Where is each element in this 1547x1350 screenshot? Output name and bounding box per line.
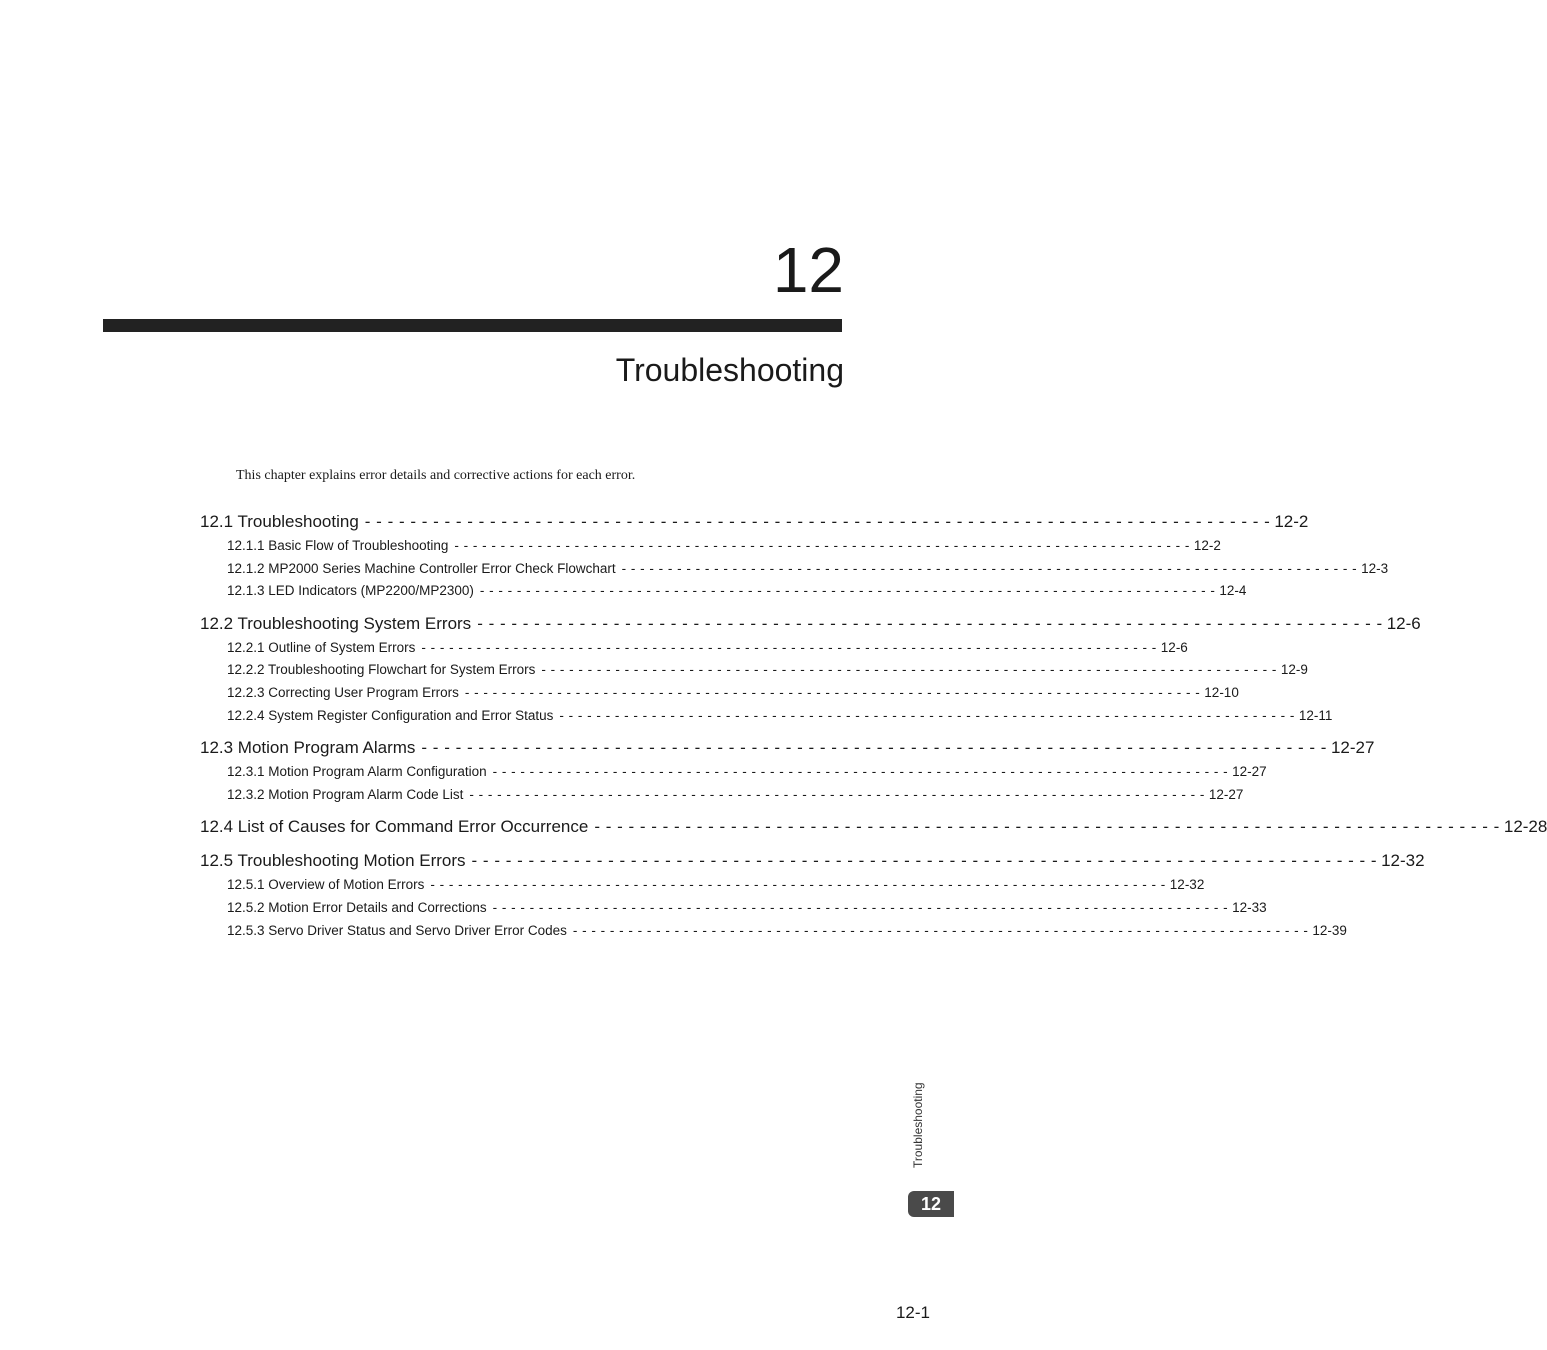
toc-subsection-entry[interactable] bbox=[200, 662, 1308, 685]
toc-entry-label: 12.5.3 Servo Driver Status and Servo Driver Error Codes bbox=[227, 922, 567, 938]
toc-section-entry[interactable] bbox=[200, 851, 1425, 877]
toc-subsection-entry[interactable] bbox=[200, 877, 1205, 900]
toc-entry-page: 12-27 bbox=[1208, 786, 1244, 802]
toc-subsection-entry[interactable] bbox=[200, 538, 1221, 561]
toc-dot-leader: - - - - - - - - - - - - - - - - - - - - - - - - - - - - - - - - - - - - - - - - - - - - - - - - - - - - - - - - - - - - - - - - - - - - - - - - - - - - - - - - bbox=[464, 684, 1201, 700]
toc-entry-label: 12.1.3 LED Indicators (MP2200/MP2300) bbox=[227, 583, 474, 599]
toc-entry-page: 12-11 bbox=[1298, 707, 1333, 723]
toc-dot-leader: - - - - - - - - - - - - - - - - - - - - - - - - - - - - - - - - - - - - - - - - - - - - - - - - - - - - - - - - - - - - - - - - - - - - - - - - - - - - - - - - bbox=[492, 899, 1229, 915]
chapter-number: 12 bbox=[772, 234, 844, 306]
toc-dot-leader: - - - - - - - - - - - - - - - - - - - - - - - - - - - - - - - - - - - - - - - - - - - - - - - - - - - - - - - - - - - - - - - - - - - - - - - - - - - - - - - - bbox=[541, 662, 1277, 678]
toc-subsection-entry[interactable] bbox=[200, 786, 1244, 810]
toc-entry-label: 12.3 Motion Program Alarms bbox=[200, 738, 416, 758]
toc-entry-label: 12.4 List of Causes for Command Error Occurrence bbox=[200, 817, 589, 837]
toc-section bbox=[200, 738, 1375, 809]
chapter-intro: This chapter explains error details and corrective actions for each error. bbox=[236, 468, 636, 483]
toc-dot-leader: - - - - - - - - - - - - - - - - - - - - - - - - - - - - - - - - - - - - - - - - - - - - - - - - - - - - - - - - - - - - - - - - - - - - - - - - - - - - - - - - bbox=[454, 538, 1190, 553]
toc-dot-leader: - - - - - - - - - - - - - - - - - - - - - - - - - - - - - - - - - - - - - - - - - - - - - - - - - - - - - - - - - - - - - - - - - - - - - - - - - - - - - - - - bbox=[559, 707, 1295, 723]
toc-entry-label: 12.2 Troubleshooting System Errors bbox=[200, 613, 472, 633]
toc-entry-label: 12.3.2 Motion Program Alarm Code List bbox=[227, 786, 464, 802]
toc-dot-leader: - - - - - - - - - - - - - - - - - - - - - - - - - - - - - - - - - - - - - - - - - - - - - - - - - - - - - - - - - - - - - - - - - - - - - - - - - - - - - - - - bbox=[477, 613, 1383, 633]
toc-dot-leader: - - - - - - - - - - - - - - - - - - - - - - - - - - - - - - - - - - - - - - - - - - - - - - - - - - - - - - - - - - - - - - - - - - - - - - - - - - - - - - - - bbox=[492, 764, 1229, 780]
toc-entry-page: 12-27 bbox=[1330, 738, 1375, 758]
table-of-contents bbox=[200, 512, 1547, 953]
chapter-title: Troubleshooting bbox=[615, 352, 844, 388]
toc-section-entry[interactable] bbox=[200, 512, 1309, 538]
toc-dot-leader: - - - - - - - - - - - - - - - - - - - - - - - - - - - - - - - - - - - - - - - - - - - - - - - - - - - - - - - - - - - - - - - - - - - - - - - - - - - - - - - - bbox=[621, 560, 1358, 576]
toc-entry-label: 12.2.4 System Register Configuration and Error Status bbox=[227, 707, 554, 723]
toc-dot-leader: - - - - - - - - - - - - - - - - - - - - - - - - - - - - - - - - - - - - - - - - - - - - - - - - - - - - - - - - - - - - - - - - - - - - - - - - - - - - - - - - bbox=[469, 786, 1205, 802]
toc-entry-page: 12-2 bbox=[1193, 538, 1221, 553]
toc-entry-label: 12.2.3 Correcting User Program Errors bbox=[227, 684, 459, 700]
toc-entry-label: 12.1.2 MP2000 Series Machine Controller Error Check Flowchart bbox=[227, 560, 616, 576]
toc-entry-page: 12-32 bbox=[1169, 877, 1205, 893]
toc-entry-page: 12-32 bbox=[1381, 851, 1425, 871]
toc-subsection-entry[interactable] bbox=[200, 707, 1333, 731]
toc-entry-label: 12.1 Troubleshooting bbox=[200, 512, 359, 531]
page-number: 12-1 bbox=[895, 1303, 930, 1322]
toc-subsection-entry[interactable] bbox=[200, 684, 1239, 708]
toc-section-entry[interactable] bbox=[200, 738, 1375, 764]
toc-section bbox=[200, 851, 1425, 945]
toc-entry-label: 12.2.1 Outline of System Errors bbox=[227, 639, 416, 655]
chapter-tab[interactable]: 12 bbox=[908, 1191, 954, 1217]
chapter-divider-bar bbox=[103, 319, 842, 332]
toc-section-entry[interactable] bbox=[200, 817, 1547, 843]
toc-entry-page: 12-6 bbox=[1160, 639, 1188, 655]
toc-dot-leader: - - - - - - - - - - - - - - - - - - - - - - - - - - - - - - - - - - - - - - - - - - - - - - - - - - - - - - - - - - - - - - - - - - - - - - - - - - - - - - - - bbox=[471, 851, 1378, 871]
toc-entry-label: 12.5.1 Overview of Motion Errors bbox=[227, 877, 425, 893]
toc-entry-label: 12.5.2 Motion Error Details and Corrections bbox=[227, 899, 487, 915]
toc-dot-leader: - - - - - - - - - - - - - - - - - - - - - - - - - - - - - - - - - - - - - - - - - - - - - - - - - - - - - - - - - - - - - - - - - - - - - - - - - - - - - - - - bbox=[572, 922, 1309, 938]
toc-entry-page: 12-3 bbox=[1361, 560, 1389, 576]
toc-section bbox=[200, 512, 1389, 606]
toc-subsection-entry[interactable] bbox=[200, 922, 1347, 946]
toc-dot-leader: - - - - - - - - - - - - - - - - - - - - - - - - - - - - - - - - - - - - - - - - - - - - - - - - - - - - - - - - - - - - - - - - - - - - - - - - - - - - - - - - bbox=[594, 817, 1500, 837]
toc-subsection-entry[interactable] bbox=[200, 639, 1188, 663]
toc-entry-label: 12.1.1 Basic Flow of Troubleshooting bbox=[227, 538, 449, 553]
toc-subsection-entry[interactable] bbox=[200, 764, 1267, 787]
toc-dot-leader: - - - - - - - - - - - - - - - - - - - - - - - - - - - - - - - - - - - - - - - - - - - - - - - - - - - - - - - - - - - - - - - - - - - - - - - - - - - - - - - - bbox=[364, 512, 1271, 531]
toc-subsection-entry[interactable] bbox=[200, 899, 1267, 923]
toc-dot-leader: - - - - - - - - - - - - - - - - - - - - - - - - - - - - - - - - - - - - - - - - - - - - - - - - - - - - - - - - - - - - - - - - - - - - - - - - - - - - - - - - bbox=[421, 738, 1327, 758]
toc-entry-label: 12.2.2 Troubleshooting Flowchart for System Errors bbox=[227, 662, 536, 678]
toc-dot-leader: - - - - - - - - - - - - - - - - - - - - - - - - - - - - - - - - - - - - - - - - - - - - - - - - - - - - - - - - - - - - - - - - - - - - - - - - - - - - - - - - bbox=[421, 639, 1157, 655]
toc-section bbox=[200, 613, 1421, 730]
toc-entry-label: 12.5 Troubleshooting Motion Errors bbox=[200, 851, 466, 871]
toc-entry-page: 12-39 bbox=[1312, 922, 1347, 938]
toc-section bbox=[200, 817, 1547, 843]
toc-entry-page: 12-33 bbox=[1232, 899, 1267, 915]
toc-subsection-entry[interactable] bbox=[200, 583, 1247, 606]
toc-entry-label: 12.3.1 Motion Program Alarm Configuration bbox=[227, 764, 487, 780]
toc-entry-page: 12-27 bbox=[1232, 764, 1267, 780]
toc-entry-page: 12-10 bbox=[1204, 684, 1239, 700]
toc-dot-leader: - - - - - - - - - - - - - - - - - - - - - - - - - - - - - - - - - - - - - - - - - - - - - - - - - - - - - - - - - - - - - - - - - - - - - - - - - - - - - - - - bbox=[430, 877, 1166, 893]
toc-dot-leader: - - - - - - - - - - - - - - - - - - - - - - - - - - - - - - - - - - - - - - - - - - - - - - - - - - - - - - - - - - - - - - - - - - - - - - - - - - - - - - - - bbox=[479, 583, 1216, 599]
toc-entry-page: 12-6 bbox=[1386, 613, 1421, 633]
toc-subsection-entry[interactable] bbox=[200, 560, 1389, 584]
toc-section-entry[interactable] bbox=[200, 613, 1421, 640]
side-chapter-label: Troubleshooting bbox=[911, 1082, 925, 1168]
toc-entry-page: 12-9 bbox=[1280, 662, 1308, 678]
toc-entry-page: 12-2 bbox=[1274, 512, 1309, 531]
toc-entry-page: 12-28 bbox=[1503, 817, 1547, 837]
toc-entry-page: 12-4 bbox=[1219, 583, 1247, 599]
